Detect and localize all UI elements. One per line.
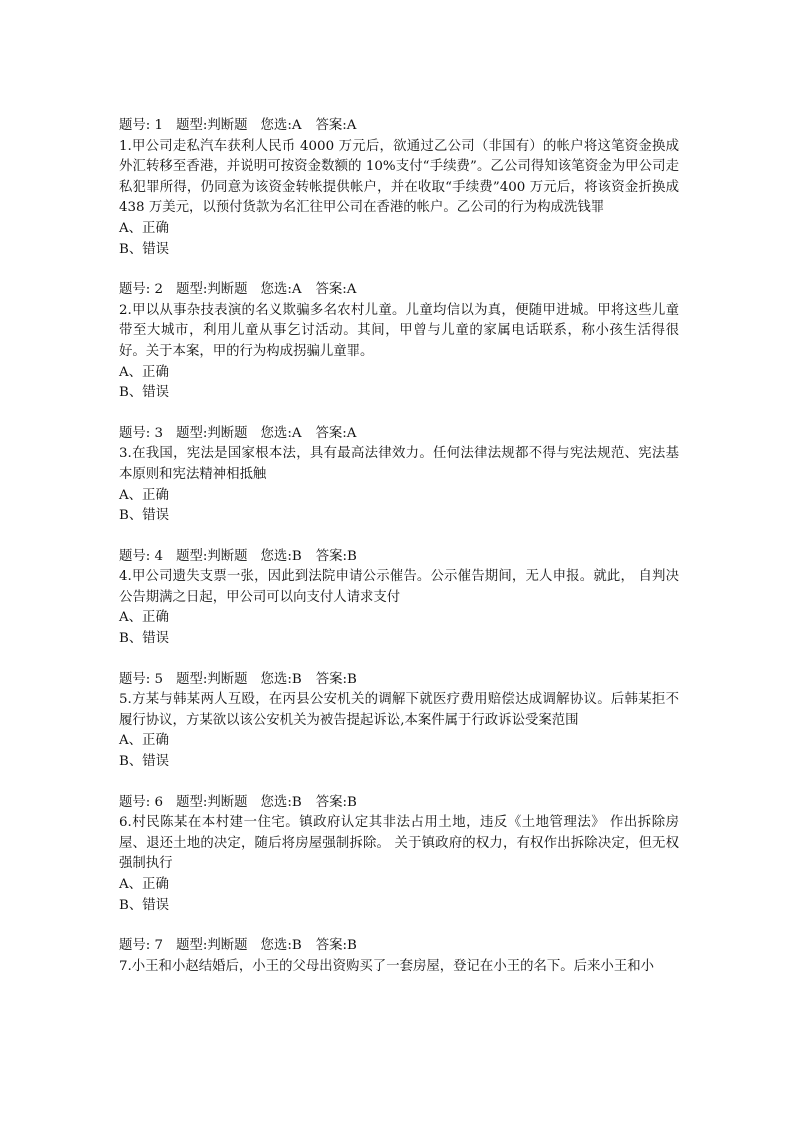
question-text: 3.在我国，宪法是国家根本法，具有最高法律效力。任何法律法规都不得与宪法规范、宪法基本原则和宪法精神相抵触 bbox=[119, 446, 679, 482]
option-a: A、正确 bbox=[119, 877, 169, 892]
option-a: A、正确 bbox=[119, 364, 169, 380]
chosen-answer: 您选:A bbox=[260, 425, 302, 441]
correct-answer: 答案:A bbox=[315, 118, 357, 133]
option-b: B、错误 bbox=[119, 385, 170, 401]
question-type: 题型:判断题 bbox=[176, 671, 248, 687]
question-block bbox=[119, 424, 679, 527]
question-text: 6.村民陈某在本村建一住宅。镇政府认定其非法占用土地，违反《土地管理法》 作出拆除房屋、退还土地的决定，随后将房屋强制拆除。 关于镇政府的权力，有权作出拆除决定，但无权强制执行 bbox=[119, 815, 679, 872]
option-a: A、正确 bbox=[119, 220, 169, 236]
chosen-answer: 您选:A bbox=[260, 118, 302, 133]
question-block bbox=[119, 280, 679, 404]
correct-answer: 答案:B bbox=[315, 671, 357, 687]
chosen-answer: 您选:B bbox=[260, 548, 302, 564]
question-meta bbox=[119, 936, 679, 957]
question-type: 题型:判断题 bbox=[176, 118, 248, 133]
option-b: B、错误 bbox=[119, 631, 170, 647]
question-block bbox=[119, 936, 679, 977]
question-meta bbox=[119, 547, 679, 568]
option-a: A、正确 bbox=[119, 487, 169, 503]
question-meta bbox=[119, 670, 679, 691]
question-block bbox=[119, 547, 679, 650]
question-number: 题号: 1 bbox=[119, 118, 164, 133]
option-a: A、正确 bbox=[119, 733, 169, 749]
question-number: 题号: 5 bbox=[119, 671, 164, 687]
question-number: 题号: 6 bbox=[119, 794, 164, 810]
question-meta bbox=[119, 280, 679, 301]
option-b: B、错误 bbox=[119, 897, 170, 913]
correct-answer: 答案:B bbox=[315, 938, 357, 954]
chosen-answer: 您选:B bbox=[260, 938, 302, 954]
question-number: 题号: 7 bbox=[119, 938, 164, 954]
correct-answer: 答案:B bbox=[315, 794, 357, 810]
question-type: 题型:判断题 bbox=[176, 938, 248, 954]
question-type: 题型:判断题 bbox=[176, 548, 248, 564]
question-text: 2.甲以从事杂技表演的名义欺骗多名农村儿童。儿童均信以为真，便随甲进城。甲将这些儿童带至大城市，利用儿童从事乞讨活动。其间，甲曾与儿童的家属电话联系，称小孩生活得很好。关于本案，甲的行为构成拐骗儿童罪。 bbox=[119, 302, 679, 359]
chosen-answer: 您选:B bbox=[260, 671, 302, 687]
question-text: 1.甲公司走私汽车获利人民币 4000 万元后，欲通过乙公司（非国有）的帐户将这笔资金换成外汇转移至香港，并说明可按资金数额的 10%支付“手续费”。乙公司得知该笔资金为甲公司走私犯罪所得，仍同意为该资金转帐提供帐户，并在收取“手续费”400 万元后，将该资金折换成 438 万美元，以预付货款为名汇往甲公司在香港的帐户。乙公司的行为构成洗钱罪 bbox=[119, 138, 679, 216]
question-text: 5.方某与韩某两人互殴，在丙县公安机关的调解下就医疗费用赔偿达成调解协议。后韩某拒不履行协议，方某欲以该公安机关为被告提起诉讼,本案件属于行政诉讼受案范围 bbox=[119, 692, 679, 728]
question-block bbox=[119, 670, 679, 773]
option-b: B、错误 bbox=[119, 754, 170, 770]
document-body bbox=[119, 116, 679, 997]
correct-answer: 答案:B bbox=[315, 548, 357, 564]
correct-answer: 答案:A bbox=[315, 282, 357, 298]
question-meta bbox=[119, 424, 679, 445]
question-type: 题型:判断题 bbox=[176, 425, 248, 441]
question-block bbox=[119, 116, 679, 260]
question-text: 4.甲公司遗失支票一张，因此到法院申请公示催告。公示催告期间，无人申报。就此， 自判决公告期满之日起，甲公司可以向支付人请求支付 bbox=[119, 569, 679, 605]
option-b: B、错误 bbox=[119, 508, 170, 524]
question-type: 题型:判断题 bbox=[176, 794, 248, 810]
question-meta bbox=[119, 793, 679, 814]
question-block bbox=[119, 793, 679, 917]
question-number: 题号: 4 bbox=[119, 548, 164, 564]
option-a: A、正确 bbox=[119, 610, 169, 626]
question-number: 题号: 2 bbox=[119, 282, 164, 298]
question-meta bbox=[119, 116, 679, 137]
question-number: 题号: 3 bbox=[119, 425, 164, 441]
correct-answer: 答案:A bbox=[315, 425, 357, 441]
chosen-answer: 您选:A bbox=[260, 282, 302, 298]
chosen-answer: 您选:B bbox=[260, 794, 302, 810]
question-type: 题型:判断题 bbox=[176, 282, 248, 298]
question-text: 7.小王和小赵结婚后，小王的父母出资购买了一套房屋，登记在小王的名下。后来小王和小 bbox=[119, 958, 655, 974]
option-b: B、错误 bbox=[119, 241, 170, 257]
